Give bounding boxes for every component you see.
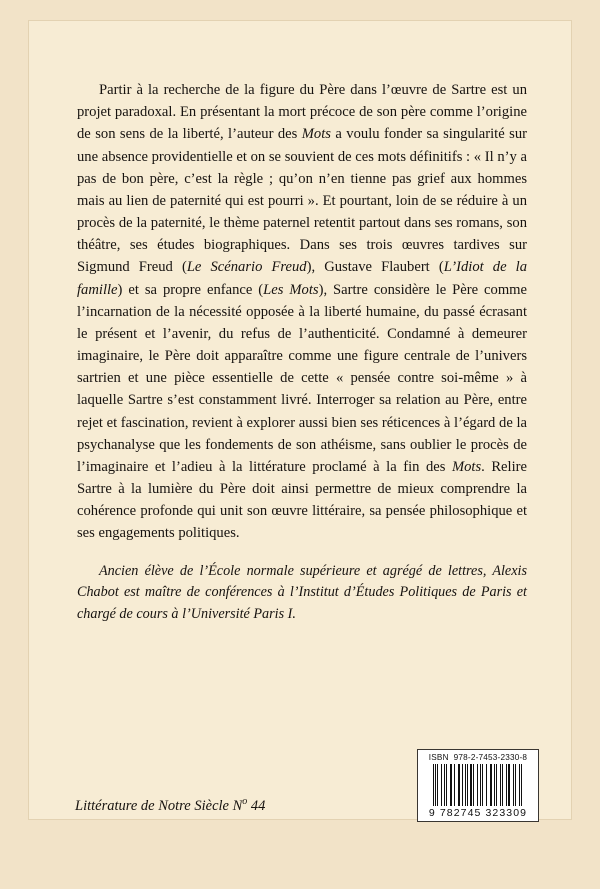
blurb-run: a voulu fonder sa singularité sur une absence providentielle et on se souvient de ces mots définitifs : « Il n’y a pas de bon père, c’est la règle ; qu’on n’en tienne pas grief aux hommes mais au lien de paternité qui est pourri ». Et pourtant, loin de se réduire à un procès de la paternité, le thème paternel retentit partout dans ses romans, son théâtre, ses études biographiques. Dans ses trois œuvres tardives sur Sigmund Freud ( [77,126,527,276]
author-bio [77,561,527,625]
series-number: 44 [247,797,266,814]
blurb-paragraph [77,79,527,545]
blurb-title-italic: Mots [301,126,331,143]
blurb-run: ), Sartre considère le Père comme l’incarnation de la nécessité opposée à la liberté humaine, du passé écrasant le présent et l’avenir, du refus de l’authenticité. Condamné à demeurer imaginaire, le Père doit apparaître comme une figure centrale de l’univers sartrien et une pièce essentielle de cette « pensée contre soi-même » à laquelle Sartre s’est constamment livré. Interroger sa relation au Père, entre rejet et fascination, revient à explorer aussi bien ses réticences à l’égard de la psychanalyse que les fondements de son athéisme, sans oublier le procès de l’imaginaire et l’adieu à la littérature proclamé à la fin des [77,281,528,475]
series-ordinal-superscript: o [242,796,248,807]
blurb-run: . Relire Sartre à la lumière du Père doit ainsi permettre de mieux comprendre la cohérence profonde qui unit son œuvre littéraire, sa pensée philosophique et ses engagements politiques. [77,458,527,542]
isbn-text [422,753,534,762]
blurb-run: ), Gustave Flaubert ( [306,259,444,276]
isbn-barcode-block [417,749,539,822]
series-label: Littérature de Notre Siècle N [75,797,243,814]
blurb-run: ) et sa propre enfance ( [117,281,264,298]
series-line [75,796,265,815]
barcode-digits: 9 782745 323309 [428,807,528,819]
isbn-label: ISBN [428,753,449,762]
blurb-title-italic: L’Idiot de la famille [77,259,528,298]
cover-panel [28,20,572,820]
barcode-graphic [422,764,534,806]
blurb-title-italic: Le Scénario Freud [186,259,307,276]
isbn-number: 978-2-7453-2330-8 [453,753,528,762]
blurb-text [77,79,527,545]
author-bio-paragraph: Ancien élève de l’École normale supérieure et agrégé de lettres, Alexis Chabot est maître de conférences à l’Institut d’Études Politiques de Paris et chargé de cours à l’Université Paris I. [77,563,527,622]
blurb-run: Partir à la recherche de la figure du Père dans l’œuvre de Sartre est un projet paradoxal. En présentant la mort précoce de son père comme l’origine de son sens de la liberté, l’auteur des [77,82,527,143]
blurb-title-italic: Les Mots [263,281,319,298]
blurb-title-italic: Mots [451,458,482,475]
barcode-bar [522,764,523,806]
